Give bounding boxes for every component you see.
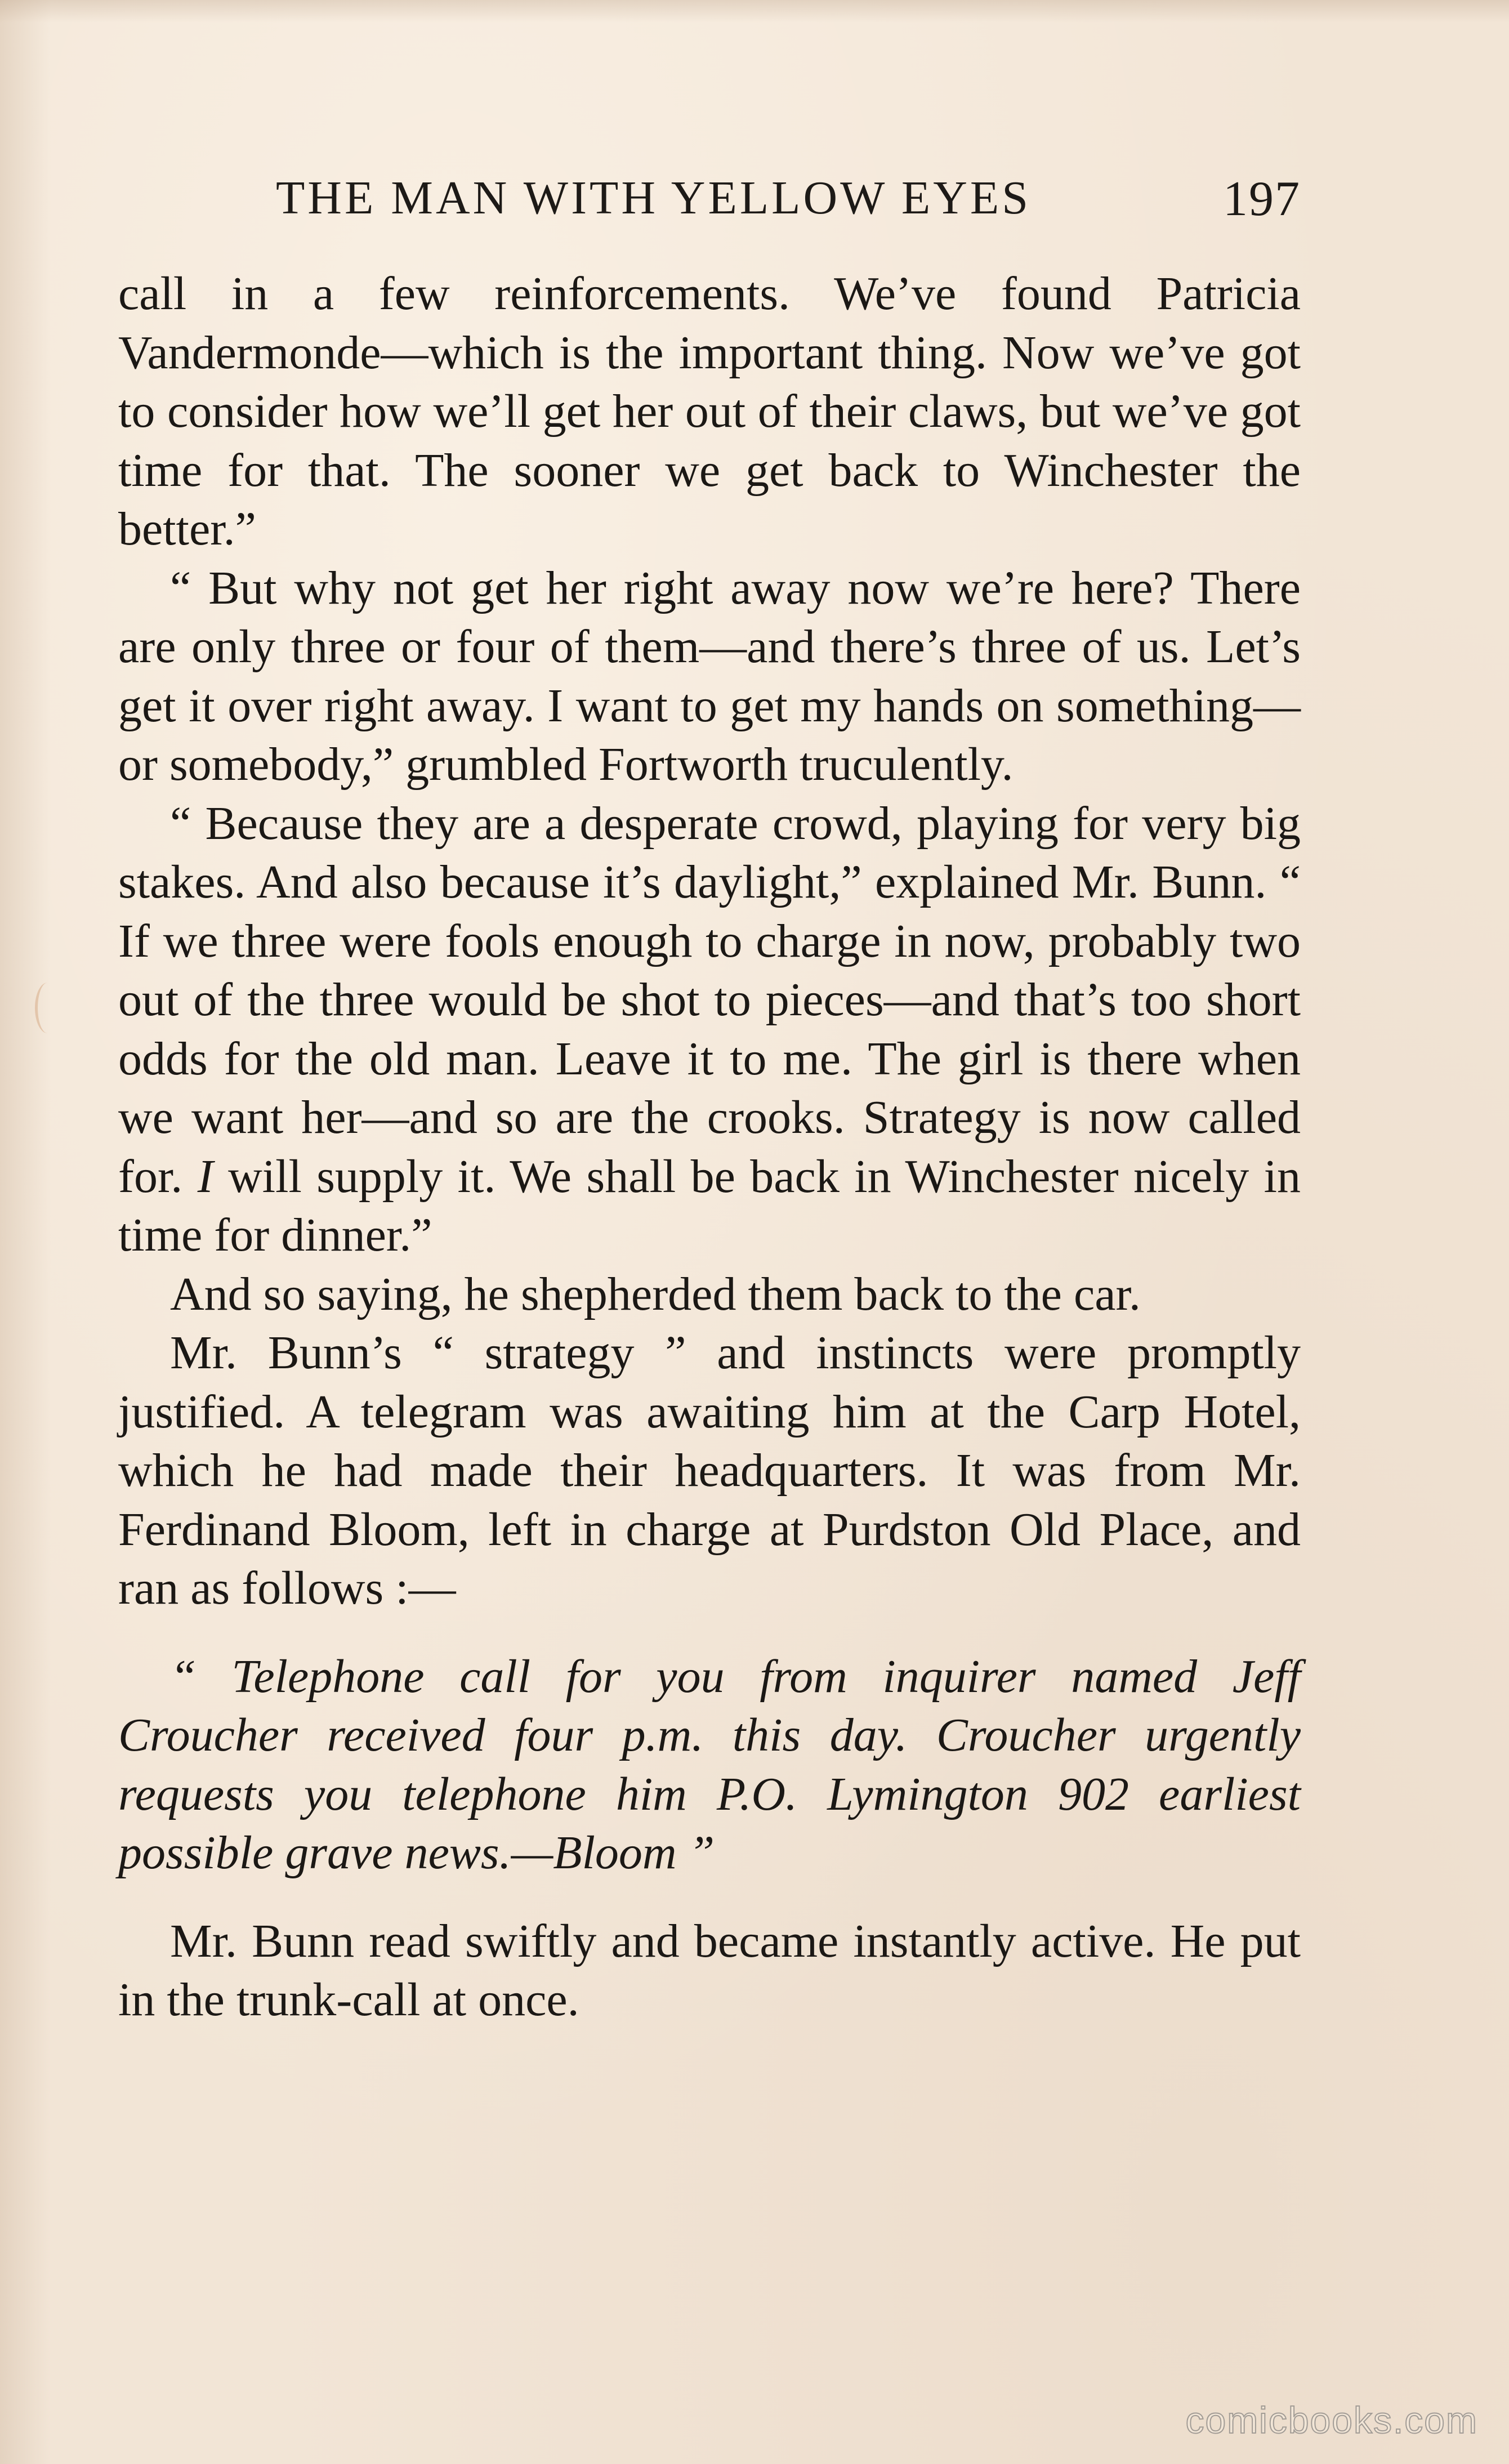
body-text bbox=[118, 265, 1301, 2030]
page-number: 197 bbox=[1223, 172, 1301, 226]
paragraph-5: Mr. Bunn’s “ strategy ” and instincts were promptly justified. A telegram was awaiting him at the Carp Hotel, which he had made their headquarters. It was from Mr. Ferdinand Bloom, left in charge at Purdston Old Place, and ran as follows :— bbox=[118, 1327, 1301, 1614]
watermark-logo: comicbooks.com bbox=[1185, 2399, 1478, 2441]
page-top-shadow bbox=[0, 0, 1509, 23]
paragraph-7: Mr. Bunn read swiftly and became instantly active. He put in the trunk-call at once. bbox=[118, 1914, 1301, 2026]
paragraph-3-text: “ Because they are a desperate crowd, playing for very big stakes. And also because it’s daylight,” explained Mr. Bunn. “ If we three were fools enough to charge in now, probably two out of the three would be shot to pieces—and that’s too short odds for the old man. Leave it to me. The girl is there when we want her—and so are the crooks. Strategy is now called for. bbox=[118, 797, 1301, 1203]
emphasis-i: I bbox=[197, 1150, 213, 1203]
running-header bbox=[118, 160, 1301, 228]
page-edge-shadow bbox=[0, 0, 51, 2464]
paragraph-1: call in a few reinforcements. We’ve found Patricia Vandermonde—which is the important thing. Now we’ve got to consider how we’ll get her out of their claws, but we’ve got time for that. The sooner we get back to Winchester the better.” bbox=[118, 267, 1301, 555]
telegram-quote: “ Telephone call for you from inquirer named Jeff Croucher received four p.m. this day. Croucher urgently requests you telephone him P.O. Lymington 902 earliest possible grave news.—Bloom ” bbox=[118, 1650, 1301, 1879]
paragraph-3-tail: will supply it. We shall be back in Winchester nicely in time for dinner.” bbox=[118, 1150, 1301, 1261]
paragraph-3 bbox=[118, 794, 1301, 1265]
paragraph-4: And so saying, he shepherded them back to the car. bbox=[170, 1267, 1141, 1320]
paper-stain bbox=[35, 983, 60, 1033]
paragraph-2: “ But why not get her right away now we’re here? There are only three or four of them—and there’s three of us. Let’s get it over right away. I want to get my hands on something—or somebody,” grumbled Fortworth truculently. bbox=[118, 561, 1301, 791]
running-title: THE MAN WITH YELLOW EYES bbox=[276, 172, 1031, 224]
